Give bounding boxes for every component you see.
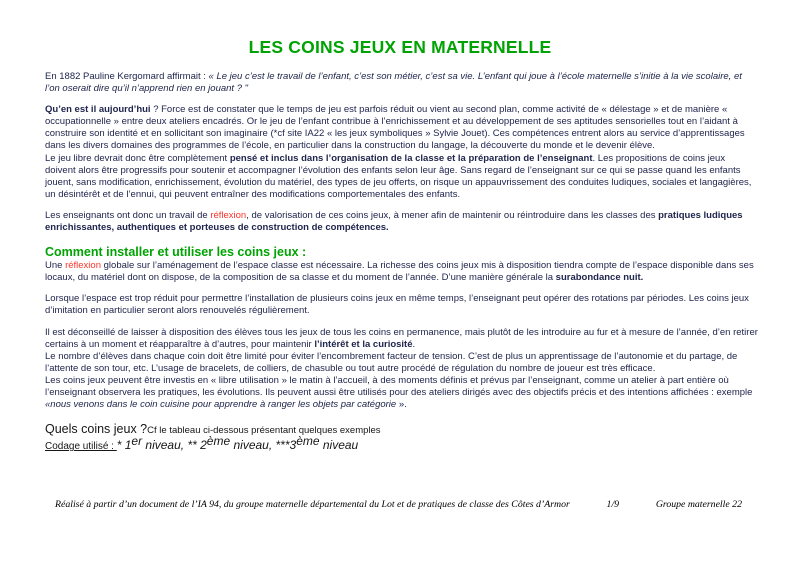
text-run: Une <box>45 260 66 272</box>
text-run: Le jeu libre devrait donc être complètement <box>45 152 230 164</box>
text-run: Comment installer et utiliser les coins jeux : <box>45 245 307 260</box>
text-run: . <box>412 338 416 350</box>
text-run: Quels coins jeux ? <box>45 422 148 437</box>
page-footer <box>55 499 742 510</box>
paragraph <box>45 327 758 412</box>
section-heading <box>45 245 758 259</box>
footer-group: Groupe maternelle 22 <box>655 499 742 510</box>
text-run: pensé et inclus dans l’organisation de la classe et la préparation de l’enseignant <box>229 152 593 164</box>
text-run: er <box>131 434 143 448</box>
text-run: Cf le tableau ci-dessous présentant quelques exemples <box>147 425 381 437</box>
text-run: Qu’en est il aujourd’hui <box>45 104 154 116</box>
text-run: Les coins jeux peuvent être investis en « libre utilisation » le matin à l’accueil, à des moments définis et prévus par l’enseignant, comme un atelier à part entière où l’enseignant observera les pratiques, les évolutions. Ils peuvent aussi être utilisés pour des ateliers dirigés avec des objectifs précis et des intentions affichées : exemple <box>45 374 753 398</box>
text-run: Les enseignants ont donc un travail de <box>45 209 211 221</box>
text-run: Codage utilisé : <box>45 441 117 453</box>
text-run: réflexion <box>210 209 247 221</box>
text-run: pratiques ludiques enrichissantes, authentiques et porteuses de construction de compétences. <box>45 209 743 234</box>
text-run: niveau, ***3 <box>230 438 297 453</box>
text-run: surabondance nuit. <box>555 272 644 284</box>
text-run: . Les propositions de coins jeux doivent alors être progressifs pour soutenir et accompagner l’évolution des enfants selon leur âge. Sans regard de l’enseignant sur ce qui se passe quand les enfants jouent, sans modification, enrichissement, évolution du matériel, des types de jeu offerts, on risque un appauvrissement des conduites ludiques, sociales et langagières, un désintérêt et de l’ennui, qui peuvent entraîner des modifications comportementales des enfants. <box>45 152 752 200</box>
footer-page-number: 1/9 <box>606 499 620 510</box>
text-run: Lorsque l’espace est trop réduit pour permettre l’installation de plusieurs coins jeux en même temps, l’enseignant peut opérer des rotations par périodes. Les coins jeux d’imitation en particulier seront alors renouvelés régulièrement. <box>45 293 749 317</box>
text-run: «nous venons dans le coin cuisine pour apprendre à ranger les objets par catégorie <box>45 399 399 411</box>
text-run: Le nombre d’élèves dans chaque coin doit être limité pour éviter l’encombrement facteur de tension. C’est de plus un apprentissage de l’autonomie et du partage, de l’attente de son tour, etc. L’usage de bracelets, de colliers, de chasuble ou tout autre procédé de régulation du nombre de joueur est très efficace. <box>45 350 738 374</box>
text-run: ème <box>296 434 320 448</box>
text-run: Il est déconseillé de laisser à disposition des élèves tous les jeux de tous les coins en permanence, mais plutôt de les introduire au fur et à mesure de l’année, d’en retirer certains à un moment et réapparaître à d’autres, pour maintenir <box>45 326 758 350</box>
paragraph <box>45 210 758 234</box>
text-run: globale sur l’aménagement de l’espace classe est nécessaire. La richesse des coins jeux mis à disposition tiendra compte de l’espace disponible dans ses locaux, du matériel dont on dispose, de la composition de sa classe et du moment de l’année. D’une manière générale la <box>45 260 754 284</box>
text-run: En 1882 Pauline Kergomard affirmait : <box>45 71 209 82</box>
document-title: LES COINS JEUX EN MATERNELLE <box>248 37 552 57</box>
text-run: réflexion <box>65 260 101 272</box>
text-run: niveau, ** 2 <box>142 438 207 453</box>
footer-source: Réalisé à partir d’un document de l’IA 94, du groupe maternelle départemental du Lot et de pratiques de classe des Côtes d’Armor <box>55 499 570 510</box>
paragraph <box>45 422 758 454</box>
text-run: * 1 <box>116 438 132 453</box>
paragraph <box>45 260 758 284</box>
text-run: niveau <box>319 438 359 453</box>
document-body <box>0 71 800 454</box>
text-run: ». <box>398 399 407 411</box>
text-run: l’intérêt et la curiosité <box>314 338 413 350</box>
text-run: ème <box>206 434 231 448</box>
text-run: , de valorisation de ces coins jeux, à mener afin de maintenir ou réintroduire dans les classes des <box>246 209 659 221</box>
paragraph <box>45 104 758 201</box>
paragraph <box>45 71 758 95</box>
text-run: ? Force est de constater que le temps de jeu est parfois réduit ou vient au second plan, comme activité de « délestage » et de manière « occupationnelle » entre deux ateliers encadrés. Or le jeu de l’enfant contribue à l’enrichissement et au développement de ses aptitudes sensorielles tout en l’aidant à construire son identité et en sollicitant son imaginaire (*cf site IA22 « les jeux symboliques » Sylvie Jouet). Ces compétences entrent alors au service d’apprentissages dans les divers domaines des programmes de l’école, en particulier dans la construction du langage, la découverte du monde et le devenir élève. <box>45 104 745 152</box>
text-run: « Le jeu c’est le travail de l’enfant, c’est son métier, c’est sa vie. L’enfant qui joue à l’école maternelle s’initie à la vie scolaire, et l’on oserait dire qu’il n’apprend rien en jouant ? " <box>45 71 742 95</box>
paragraph <box>45 293 758 317</box>
